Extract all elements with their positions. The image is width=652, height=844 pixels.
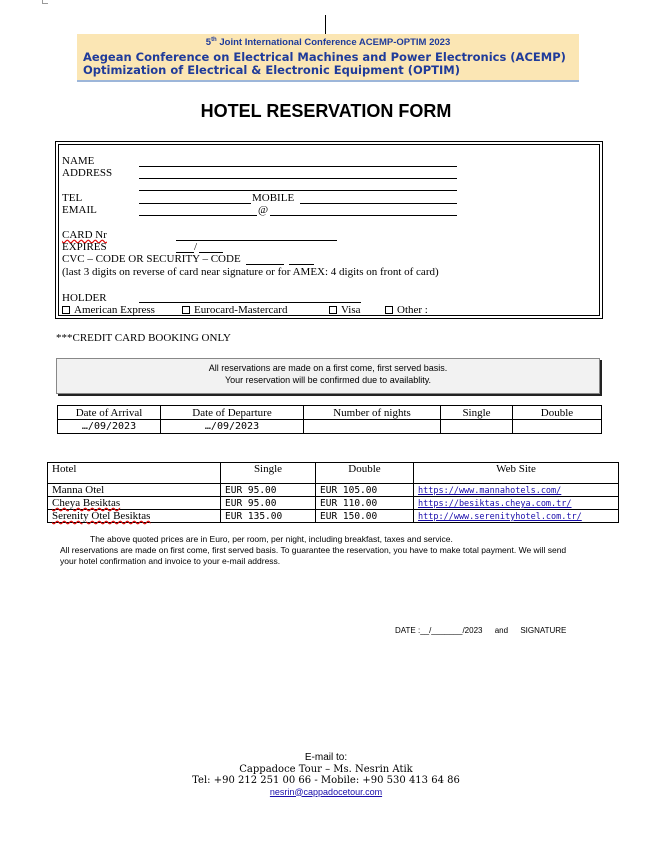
credit-card-only-note: ***CREDIT CARD BOOKING ONLY xyxy=(56,332,232,344)
conference-banner xyxy=(77,34,579,82)
email-user-field[interactable] xyxy=(139,215,257,216)
single-price: EUR 95.00 xyxy=(221,484,316,497)
address-label: ADDRESS xyxy=(62,167,113,179)
contact-name: Cappadoce Tour – Ms. Nesrin Atik xyxy=(239,763,413,775)
card-number-label: CARD Nr xyxy=(62,229,107,241)
notice-line-1: All reservations are made on a first come, first served basis. xyxy=(208,363,448,373)
card-number-field[interactable] xyxy=(176,240,337,241)
header-hotel: Hotel xyxy=(48,463,221,484)
checkbox-icon[interactable] xyxy=(329,306,337,314)
table-row xyxy=(48,497,619,510)
prices-note: The above quoted prices are in Euro, per room, per night, including breakfast, taxes and service. xyxy=(90,534,453,544)
conference-line: 5th Joint International Conference ACEMP-OPTIM 2023 xyxy=(205,37,451,49)
card-type-visa[interactable]: Visa xyxy=(329,304,361,316)
reservation-notice xyxy=(56,358,600,394)
header-single-price: Single xyxy=(221,463,316,484)
double-price: EUR 105.00 xyxy=(316,484,414,497)
address-field-2[interactable] xyxy=(139,190,457,191)
conference-optim-line: Optimization of Electrical & Electronic Equipment (OPTIM) xyxy=(83,63,460,77)
corner-crop-mark xyxy=(42,0,48,4)
address-field[interactable] xyxy=(139,178,457,179)
pricing-notes xyxy=(60,534,580,567)
hotel-website xyxy=(414,497,619,510)
card-type-other[interactable]: Other : xyxy=(385,304,428,316)
reservation-form-box xyxy=(55,141,603,319)
hotel-website xyxy=(414,484,619,497)
header-arrival: Date of Arrival xyxy=(58,406,161,420)
header-departure: Date of Departure xyxy=(161,406,304,420)
and-text: and xyxy=(494,626,509,635)
hotel-website xyxy=(414,510,619,523)
double-field[interactable] xyxy=(513,420,602,434)
cvc-note: (last 3 digits on reverse of card near signature or for AMEX: 4 digits on front of card) xyxy=(62,266,439,278)
date-field[interactable]: DATE :__/_______/2023 xyxy=(395,626,483,635)
holder-field[interactable] xyxy=(139,302,361,303)
header-nights: Number of nights xyxy=(304,406,441,420)
cvc-field-2[interactable] xyxy=(289,264,314,265)
contact-phone: Tel: +90 212 251 00 66 - Mobile: +90 530 413 64 86 xyxy=(192,775,460,786)
signature-label: SIGNATURE xyxy=(520,626,567,635)
conference-acemp-line: Aegean Conference on Electrical Machines and Power Electronics (ACEMP) xyxy=(83,50,566,64)
website-link[interactable]: https://www.mannahotels.com/ xyxy=(418,486,562,496)
arrival-date-field[interactable]: …/09/2023 xyxy=(58,420,161,434)
website-link[interactable]: https://besiktas.cheya.com.tr/ xyxy=(418,499,572,509)
header-double: Double xyxy=(513,406,602,420)
double-price: EUR 110.00 xyxy=(316,497,414,510)
email-to-label: E-mail to: xyxy=(304,752,348,763)
expires-slash: / xyxy=(194,241,198,253)
table-row xyxy=(58,420,602,434)
cvc-field[interactable] xyxy=(246,264,284,265)
other-card-field[interactable] xyxy=(436,315,520,316)
header-single: Single xyxy=(441,406,513,420)
checkbox-icon[interactable] xyxy=(62,306,70,314)
email-domain-field[interactable] xyxy=(270,215,457,216)
contact-footer xyxy=(0,752,652,798)
reservation-terms-note: All reservations are made on first come, first served basis. To guarantee the reservation, you have to make total payment. We will send your hotel confirmation and invoice to your e-mail address. xyxy=(60,545,567,566)
dates-table xyxy=(57,405,602,434)
mobile-field[interactable] xyxy=(300,203,457,204)
checkbox-icon[interactable] xyxy=(182,306,190,314)
contact-email-link[interactable]: nesrin@cappadocetour.com xyxy=(269,786,383,797)
card-type-amex[interactable]: American Express xyxy=(62,304,155,316)
table-row xyxy=(48,484,619,497)
single-price: EUR 95.00 xyxy=(221,497,316,510)
tel-field[interactable] xyxy=(139,203,251,204)
single-field[interactable] xyxy=(441,420,513,434)
hotel-name: Manna Otel xyxy=(48,484,221,497)
email-label: EMAIL xyxy=(62,204,97,216)
table-row xyxy=(48,510,619,523)
header-double-price: Double xyxy=(316,463,414,484)
single-price: EUR 135.00 xyxy=(221,510,316,523)
table-header-row xyxy=(58,406,602,420)
page-title: HOTEL RESERVATION FORM xyxy=(200,101,452,121)
expires-label: EXPIRES xyxy=(62,241,107,253)
notice-line-2: Your reservation will be confirmed due to availablity. xyxy=(224,375,432,385)
nights-field[interactable] xyxy=(304,420,441,434)
hotel-name: Serenity Otel Besiktas xyxy=(48,510,221,523)
checkbox-icon[interactable] xyxy=(385,306,393,314)
website-link[interactable]: http://www.serenityhotel.com.tr/ xyxy=(418,512,582,522)
cvc-label: CVC – CODE OR SECURITY – CODE xyxy=(62,253,241,265)
hotels-table xyxy=(47,462,619,523)
header-website: Web Site xyxy=(414,463,619,484)
name-field[interactable] xyxy=(139,166,457,167)
holder-label: HOLDER xyxy=(62,292,107,304)
departure-date-field[interactable]: …/09/2023 xyxy=(161,420,304,434)
double-price: EUR 150.00 xyxy=(316,510,414,523)
mobile-label: MOBILE xyxy=(252,192,295,204)
date-signature-line xyxy=(395,626,566,635)
card-type-mastercard[interactable]: Eurocard-Mastercard xyxy=(182,304,287,316)
hotel-name: Cheya Besiktas xyxy=(48,497,221,510)
table-header-row xyxy=(48,463,619,484)
tel-label: TEL xyxy=(62,192,83,204)
name-label: NAME xyxy=(62,155,95,167)
at-sign: @ xyxy=(258,204,269,216)
